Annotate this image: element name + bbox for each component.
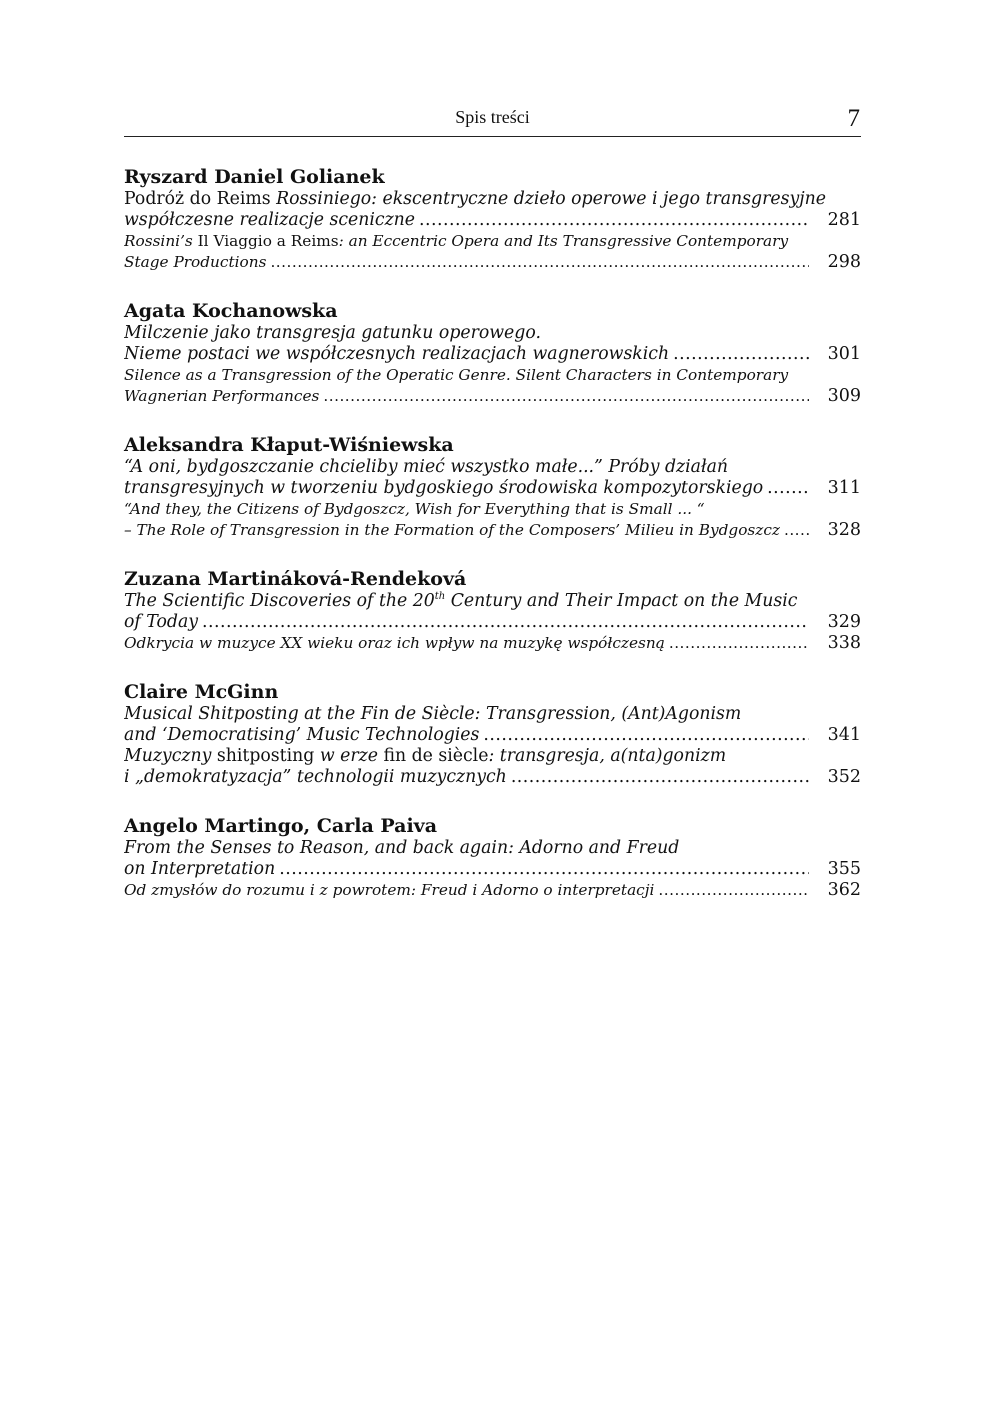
- dot-leader: [483, 725, 809, 746]
- entry-page-number: 352: [827, 767, 861, 787]
- table-of-contents: [124, 161, 861, 901]
- entry-title-line: [124, 478, 861, 499]
- dot-leader: [323, 386, 809, 407]
- entry-title-line: [124, 365, 861, 386]
- toc-section: [124, 676, 861, 788]
- entry-title-line: [124, 880, 861, 901]
- dot-leader: [419, 210, 809, 231]
- entry-title-line: [124, 746, 861, 767]
- entry-title-text: “A oni, bydgoszczanie chcieliby mieć wszystko małe...” Próby działań: [124, 457, 729, 477]
- toc-entry[interactable]: [124, 457, 861, 499]
- author-name: Zuzana Martináková-Rendeková: [124, 568, 467, 590]
- dot-leader: [658, 880, 809, 901]
- entry-title-text: shitposting: [216, 746, 315, 766]
- entry-title-line: [124, 231, 861, 252]
- entry-title-text: Muzyczny: [124, 746, 217, 766]
- entry-title-line: [124, 704, 861, 725]
- toc-entry[interactable]: [124, 365, 861, 407]
- entry-title-text: Rossiniego: ekscentryczne dzieło operowe i jego transgresyjne: [276, 189, 826, 209]
- author-name: Aleksandra Kłaput-Wiśniewska: [124, 434, 454, 456]
- entry-title-text: From the Senses to Reason, and back again: Adorno and Freud: [124, 838, 680, 858]
- toc-entry[interactable]: [124, 189, 861, 231]
- entry-title-text: on Interpretation: [124, 859, 276, 879]
- entry-title-text: w erze: [314, 746, 384, 766]
- entry-title-text: and ‘Democratising’ Music Technologies: [124, 725, 480, 745]
- entry-title-text: Nieme postaci we współczesnych realizacjach wagnerowskich: [124, 344, 670, 364]
- entry-title-text: Stage Productions: [124, 253, 267, 271]
- entry-page-number: 355: [827, 859, 861, 879]
- dot-leader: [279, 859, 809, 880]
- entry-title-text: Silence as a Transgression of the Operatic Genre. Silent Characters in Contemporary: [124, 366, 789, 384]
- entry-title-text: Wagnerian Performances: [124, 387, 320, 405]
- entry-page-number: 298: [827, 252, 861, 272]
- entry-title-text: Musical Shitposting at the Fin de Siècle: Transgression, (Ant)Agonism: [124, 704, 742, 724]
- header-title: Spis treści: [455, 107, 530, 127]
- entry-title-text: Il Viaggio a Reims: [197, 232, 339, 250]
- dot-leader: [673, 344, 809, 365]
- author-name: Ryszard Daniel Golianek: [124, 166, 385, 188]
- dot-leader: [270, 252, 809, 273]
- entry-title-text: Milczenie jako transgresja gatunku operowego.: [124, 323, 541, 343]
- dot-leader: [784, 520, 809, 541]
- toc-section: [124, 810, 861, 901]
- entry-title-text: – The Role of Transgression in the Formation of the Composers’ Milieu in Bydgoszcz: [124, 521, 780, 539]
- entry-page-number: 301: [827, 344, 861, 364]
- toc-section: [124, 563, 861, 654]
- entry-page-number: 338: [827, 633, 861, 653]
- author-name: Claire McGinn: [124, 681, 279, 703]
- entry-title-text: “And they, the Citizens of Bydgoszcz, Wish for Everything that is Small ... “: [124, 500, 705, 518]
- entry-title-line: [124, 499, 861, 520]
- entry-title-line: [124, 210, 861, 231]
- entry-page-number: 309: [827, 386, 861, 406]
- entry-title-line: [124, 591, 861, 612]
- entry-title-text: fin de siècle: [383, 746, 489, 766]
- entry-title-text: transgresyjnych w tworzeniu bydgoskiego środowiska kompozytorskiego: [124, 478, 764, 498]
- toc-entry[interactable]: [124, 838, 861, 880]
- entry-title-line: [124, 520, 861, 541]
- toc-entry[interactable]: [124, 499, 861, 541]
- entry-title-text: th: [434, 591, 446, 603]
- entry-title-text: of Today: [124, 612, 199, 632]
- toc-entry[interactable]: [124, 633, 861, 654]
- entry-title-line: [124, 457, 861, 478]
- entry-title-text: technologii muzycznych: [296, 767, 507, 787]
- toc-entry[interactable]: [124, 323, 861, 365]
- entry-title-line: [124, 252, 861, 273]
- entry-title-text: Odkrycia w muzyce XX wieku oraz ich wpływ na muzykę współczesną: [124, 634, 665, 652]
- page-number: 7: [847, 105, 860, 132]
- entry-title-line: [124, 386, 861, 407]
- entry-page-number: 341: [827, 725, 861, 745]
- dot-leader: [202, 612, 809, 633]
- dot-leader: [511, 767, 809, 788]
- entry-page-number: 362: [827, 880, 861, 900]
- toc-entry[interactable]: [124, 704, 861, 746]
- entry-page-number: 329: [827, 612, 861, 632]
- toc-section: [124, 429, 861, 541]
- entry-title-text: Od zmysłów do rozumu i z powrotem: Freud i Adorno o interpretacji: [124, 881, 655, 899]
- toc-page: [124, 104, 861, 901]
- entry-title-text: The Scientific Discoveries of the 20: [124, 591, 435, 611]
- toc-entry[interactable]: [124, 880, 861, 901]
- dot-leader: [767, 478, 809, 499]
- entry-title-line: [124, 838, 861, 859]
- toc-entry[interactable]: [124, 231, 861, 273]
- toc-section: [124, 161, 861, 273]
- entry-page-number: 311: [827, 478, 861, 498]
- entry-title-line: [124, 725, 861, 746]
- entry-title-text: współczesne realizacje sceniczne: [124, 210, 416, 230]
- entry-title-line: [124, 344, 861, 365]
- entry-title-line: [124, 323, 861, 344]
- entry-page-number: 328: [827, 520, 861, 540]
- entry-title-line: [124, 859, 861, 880]
- toc-section: [124, 295, 861, 407]
- author-name: Agata Kochanowska: [124, 300, 338, 322]
- author-name: Angelo Martingo, Carla Paiva: [124, 815, 438, 837]
- entry-title-line: [124, 633, 861, 654]
- entry-title-text: i „demokratyzacja”: [124, 767, 297, 787]
- dot-leader: [669, 633, 809, 654]
- entry-title-text: Rossini’s: [124, 232, 198, 250]
- entry-title-text: : transgresja, a(nta)gonizm: [488, 746, 727, 766]
- toc-entry[interactable]: [124, 746, 861, 788]
- entry-title-text: Podróż do Reims: [124, 189, 277, 209]
- entry-title-text: Century and Their Impact on the Music: [445, 591, 798, 611]
- entry-page-number: 281: [827, 210, 861, 230]
- entry-title-text: : an Eccentric Opera and Its Transgressive Contemporary: [338, 232, 789, 250]
- entry-title-line: [124, 767, 861, 788]
- toc-entry[interactable]: [124, 591, 861, 633]
- entry-title-line: [124, 612, 861, 633]
- running-header: [124, 104, 861, 137]
- entry-title-line: [124, 189, 861, 210]
